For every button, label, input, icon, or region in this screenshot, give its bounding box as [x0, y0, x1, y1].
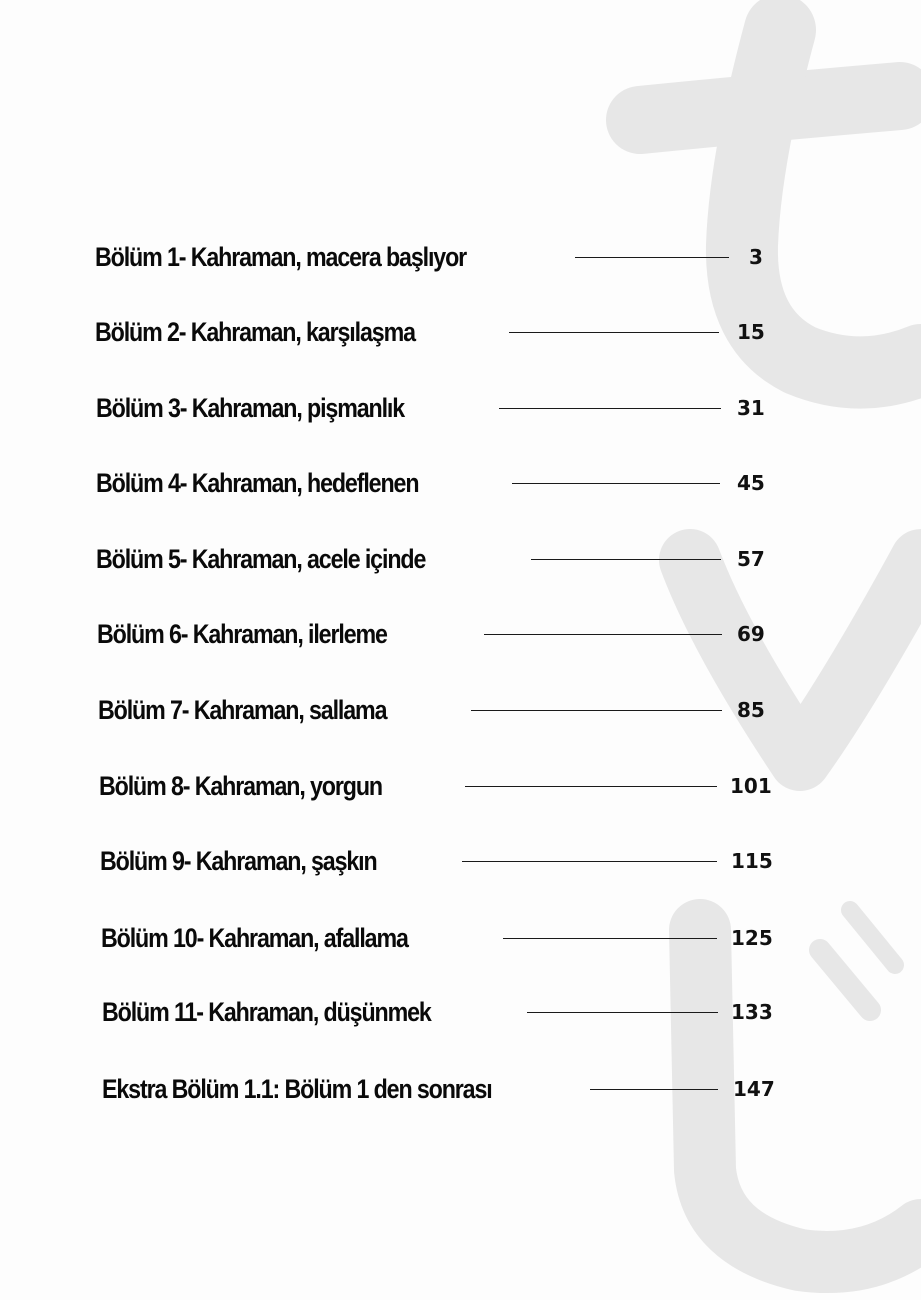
- toc-entry-5[interactable]: [96, 543, 816, 583]
- toc-entry-title: Ekstra Bölüm 1.1: Bölüm 1 den sonrası: [102, 1074, 492, 1104]
- toc-entry-title: Bölüm 11- Kahraman, düşünmek: [102, 997, 431, 1027]
- toc-entry-12[interactable]: [102, 1073, 822, 1113]
- toc-entry-title: Bölüm 4- Kahraman, hedeflenen: [96, 468, 419, 498]
- toc-entry-title: Bölüm 2- Kahraman, karşılaşma: [95, 317, 415, 347]
- toc-entry-8[interactable]: [99, 770, 819, 810]
- toc-entry-title: Bölüm 6- Kahraman, ilerleme: [97, 619, 387, 649]
- toc-entry-page: 133: [731, 1000, 773, 1024]
- toc-entry-page: 3: [749, 245, 763, 269]
- toc-leader-line: [484, 634, 722, 635]
- toc-entry-title: Bölüm 5- Kahraman, acele içinde: [96, 544, 426, 574]
- toc-entry-page: 45: [737, 471, 765, 495]
- toc-leader-line: [499, 408, 721, 409]
- toc-entry-title: Bölüm 3- Kahraman, pişmanlık: [96, 393, 405, 423]
- toc-entry-title: Bölüm 7- Kahraman, sallama: [98, 695, 387, 725]
- toc-entry-title: Bölüm 10- Kahraman, afallama: [101, 923, 408, 953]
- toc-entry-page: 125: [731, 926, 773, 950]
- decor-stroke-crossbar: [640, 96, 900, 120]
- toc-leader-line: [465, 786, 717, 787]
- toc-leader-line: [531, 559, 721, 560]
- toc-entry-page: 85: [737, 698, 765, 722]
- toc-entry-page: 147: [733, 1077, 775, 1101]
- toc-entry-1[interactable]: [95, 241, 815, 281]
- toc-entry-9[interactable]: [100, 845, 820, 885]
- toc-entry-title: Bölüm 9- Kahraman, şaşkın: [100, 846, 377, 876]
- toc-leader-line: [512, 483, 720, 484]
- toc-entry-title: Bölüm 1- Kahraman, macera başlıyor: [95, 242, 467, 272]
- toc-entry-4[interactable]: [96, 467, 816, 507]
- decor-stroke-dakuten-1: [820, 950, 870, 1010]
- toc-entry-page: 15: [737, 320, 765, 344]
- toc-entry-7[interactable]: [98, 694, 818, 734]
- toc-leader-line: [590, 1089, 718, 1090]
- decor-stroke-dakuten-2: [850, 910, 895, 965]
- toc-entry-page: 101: [730, 774, 772, 798]
- toc-leader-line: [503, 938, 717, 939]
- toc-entry-title: Bölüm 8- Kahraman, yorgun: [99, 771, 382, 801]
- toc-entry-page: 69: [737, 622, 765, 646]
- toc-leader-line: [575, 257, 729, 258]
- toc-leader-line: [527, 1012, 718, 1013]
- toc-leader-line: [462, 861, 717, 862]
- toc-entry-6[interactable]: [97, 618, 817, 658]
- toc-entry-page: 57: [737, 547, 765, 571]
- toc-entry-page: 115: [731, 849, 773, 873]
- toc-entry-page: 31: [737, 396, 765, 420]
- toc-entry-3[interactable]: [96, 392, 816, 432]
- toc-entry-11[interactable]: [102, 996, 822, 1036]
- toc-leader-line: [471, 710, 722, 711]
- toc-entry-10[interactable]: [101, 922, 821, 962]
- toc-entry-2[interactable]: [95, 316, 815, 356]
- toc-leader-line: [509, 332, 719, 333]
